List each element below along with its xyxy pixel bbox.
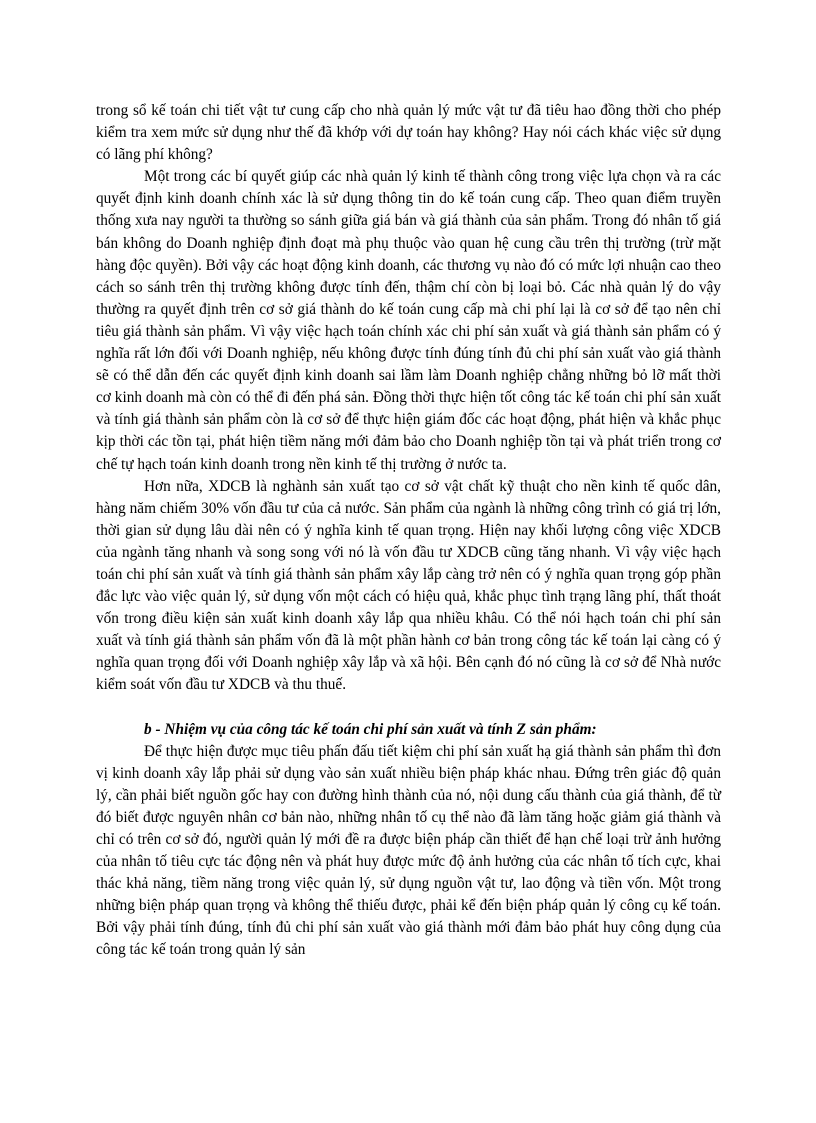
document-page: [96, 100, 721, 962]
paragraph-decision-making: Một trong các bí quyết giúp các nhà quản lý kinh tế thành công trong việc lựa chọn và ra các quyết định kinh doanh chính xác là sử dụng thông tin do kế toán cung cấp. Theo quan điểm truyền thống xưa nay người ta thường so sánh giữa giá bán và giá thành của sản phẩm. Trong đó nhân tố giá bán không do Doanh nghiệp định đoạt mà phụ thuộc vào quan hệ cung cầu trên thị trường (trừ mặt hàng độc quyền). Bởi vậy các hoạt động kinh doanh, các thương vụ nào đó có mức lợi nhuận cao theo cách so sánh trên thị trường không được tính đến, thậm chí còn bị loại bỏ. Các nhà quản lý do vậy thường ra quyết định trên cơ sở giá thành do kế toán cung cấp mà chi phí lại là cơ sở để tạo nên chỉ tiêu giá thành sản phẩm. Vì vậy việc hạch toán chính xác chi phí sản xuất và giá thành sản phẩm có ý nghĩa rất lớn đối với Doanh nghiệp, nếu không được tính đúng tính đủ chi phí sản xuất vào giá thành sẽ có thể dẫn đến các quyết định kinh doanh sai lầm làm Doanh nghiệp chẳng những bỏ lỡ mất thời cơ kinh doanh mà còn có thể đi đến phá sản. Đồng thời thực hiện tốt công tác kế toán chi phí sản xuất và tính giá thành sản phẩm còn là cơ sở để thực hiện giám đốc các hoạt động, phát hiện và khắc phục kịp thời các tồn tại, phát hiện tiềm năng mới đảm bảo cho Doanh nghiệp tồn tại và phát triển trong cơ chế tự hạch toán kinh doanh trong nền kinh tế thị trường ở nước ta.: [96, 168, 721, 473]
paragraph-continuation: trong sổ kế toán chi tiết vật tư cung cấp cho nhà quản lý mức vật tư đã tiêu hao đồng thời cho phép kiểm tra xem mức sử dụng như thế đã khớp với dự toán hay không? Hay nói cách khác việc sử dụng có lãng phí không?: [96, 102, 721, 164]
paragraph-objectives: Để thực hiện được mục tiêu phấn đấu tiết kiệm chi phí sản xuất hạ giá thành sản phẩm thì đơn vị kinh doanh xây lắp phải sử dụng vào sản xuất nhiều biện pháp khác nhau. Đứng trên giác độ quản lý, cần phải biết nguồn gốc hay con đường hình thành của nó, nội dung cấu thành của giá thành, để từ đó biết được nguyên nhân cơ bản nào, những nhân tố cụ thể nào đã làm tăng hoặc giảm giá thành và chỉ có trên cơ sở đó, người quản lý mới đề ra được biện pháp cần thiết để hạn chế loại trừ ảnh hưởng của nhân tố tiêu cực tác động nên và phát huy được mức độ ảnh hưởng của các nhân tố tích cực, khai thác khả năng, tiềm năng trong việc quản lý, sử dụng nguồn vật tư, lao động và tiền vốn. Một trong những biện pháp quan trọng và không thể thiếu được, phải kể đến biện pháp quản lý công cụ kế toán. Bởi vậy phải tính đúng, tính đủ chi phí sản xuất vào giá thành mới đảm bảo phát huy công dụng của công tác kế toán trong quản lý sản: [96, 742, 721, 959]
section-heading: b - Nhiệm vụ của công tác kế toán chi phí sản xuất và tính Z sản phẩm:: [144, 720, 597, 738]
paragraph-construction-industry: Hơn nữa, XDCB là nghành sản xuất tạo cơ sở vật chất kỹ thuật cho nền kinh tế quốc dân, hàng năm chiếm 30% vốn đầu tư của cả nước. Sản phẩm của ngành là những công trình có giá trị lớn, thời gian sử dụng lâu dài nên có ý nghĩa kinh tế quan trọng. Hiện nay khối lượng công việc XDCB của ngành tăng nhanh và song song với nó là vốn đầu tư XDCB cũng tăng nhanh. Vì vậy việc hạch toán chi phí sản xuất và tính giá thành sản phẩm xây lắp càng trở nên có ý nghĩa quan trọng góp phần đắc lực vào việc quản lý, sử dụng vốn một cách có hiệu quả, khắc phục tình trạng lãng phí, thất thoát vốn trong điều kiện sản xuất kinh doanh xây lắp qua nhiều khâu. Có thể nói hạch toán chi phí sản xuất và tính giá thành sản phẩm vốn đã là một phần hành cơ bản trong công tác kế toán lại càng có ý nghĩa quan trọng đối với Doanh nghiệp xây lắp và xã hội. Bên cạnh đó nó cũng là cơ sở để Nhà nước kiểm soát vốn đầu tư XDCB và thu thuế.: [96, 477, 721, 694]
